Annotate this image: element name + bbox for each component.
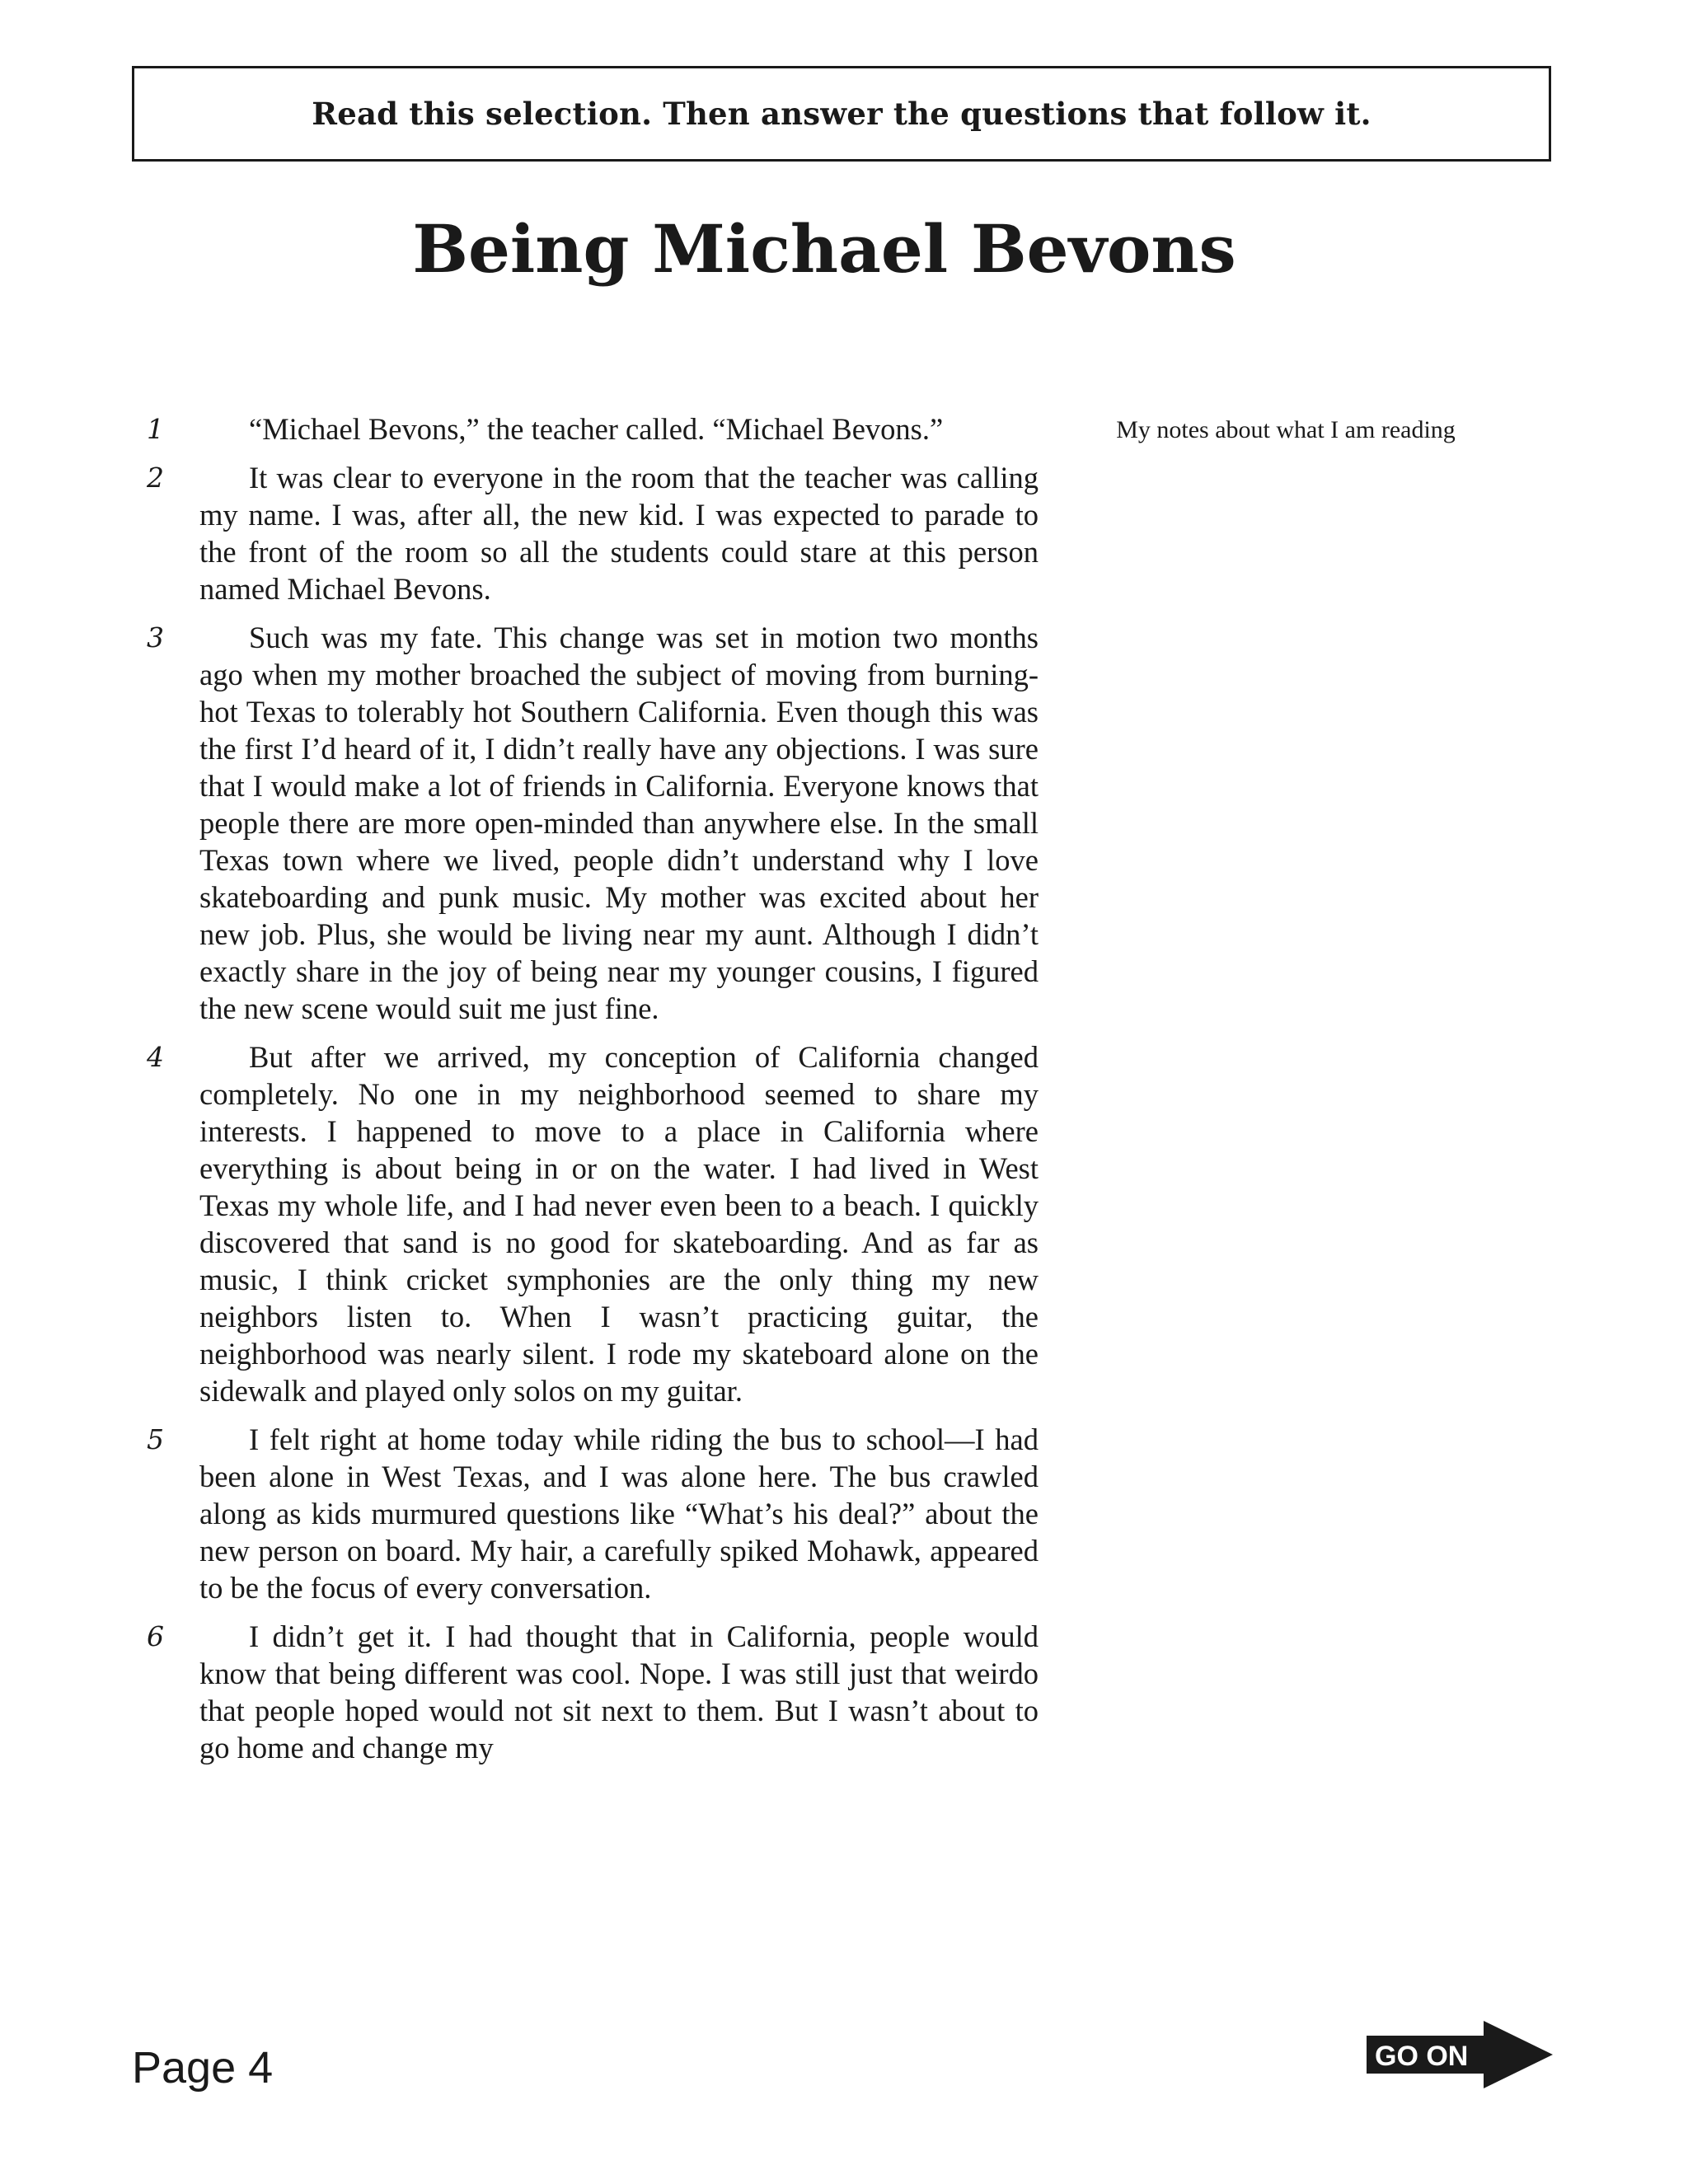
notes-margin-label: My notes about what I am reading: [1116, 416, 1456, 443]
paragraph-text: But after we arrived, my conception of California changed completely. No one in my neighborhood seemed to share my interests. I happened to move to a place in California where everything is about being in or on the water. I had lived in West Texas my whole life, and I had never even been to a beach. I quickly discovered that sand is no good for skateboarding. And as far as music, I think cricket symphonies are the only thing my new neighbors listen to. When I wasn’t practicing guitar, the neighborhood was nearly silent. I rode my skateboard alone on the sidewalk and played only solos on my guitar.: [199, 1040, 1039, 1408]
paragraph: [140, 1618, 1039, 1766]
page-number: Page 4: [132, 2043, 274, 2093]
passage-body: [140, 410, 1039, 1778]
instruction-text: Read this selection. Then answer the questions that follow it.: [312, 96, 1372, 132]
paragraph-number: 4: [147, 1041, 164, 1073]
paragraph-text: It was clear to everyone in the room that the teacher was calling my name. I was, after all, the new kid. I was expected to parade to the front of the room so all the students could stare at this person named Michael Bevons.: [199, 461, 1039, 606]
passage-title: Being Michael Bevons: [412, 210, 1236, 288]
paragraph: [140, 1421, 1039, 1606]
paragraph-text: I didn’t get it. I had thought that in California, people would know that being different was cool. Nope. I was still just that weirdo that people hoped would not sit next to them. But I wasn’t about to go home and change my: [199, 1619, 1039, 1765]
paragraph-text: I felt right at home today while riding the bus to school—I had been alone in West Texas, and I was alone here. The bus crawled along as kids murmured questions like “What’s his deal?” about the new person on board. My hair, a carefully spiked Mohawk, appeared to be the focus of every conversation.: [199, 1422, 1039, 1605]
paragraph-number: 2: [147, 462, 164, 494]
paragraph-number: 6: [147, 1620, 164, 1652]
paragraph: [140, 459, 1039, 607]
paragraph-number: 3: [147, 621, 164, 654]
go-on-arrow-icon: [1367, 2021, 1553, 2088]
go-on-label: GO ON: [1375, 2041, 1469, 2072]
paragraph-text: “Michael Bevons,” the teacher called. “Michael Bevons.”: [249, 412, 944, 446]
paragraph: [140, 619, 1039, 1027]
paragraph: [140, 410, 1039, 448]
paragraph: [140, 1038, 1039, 1409]
paragraph-text: Such was my fate. This change was set in motion two months ago when my mother broached the subject of moving from burning-hot Texas to tolerably hot Southern California. Even though this was the first I’d heard of it, I didn’t really have any objections. I was sure that I would make a lot of friends in California. Everyone knows that people there are more open-minded than anywhere else. In the small Texas town where we lived, people didn’t understand why I love skateboarding and punk music. My mother was excited about her new job. Plus, she would be living near my aunt. Although I didn’t exactly share in the joy of being near my younger cousins, I figured the new scene would suit me just fine.: [199, 621, 1039, 1025]
instruction-box: [132, 66, 1551, 162]
paragraph-number: 5: [147, 1423, 164, 1455]
paragraph-number: 1: [147, 413, 164, 445]
